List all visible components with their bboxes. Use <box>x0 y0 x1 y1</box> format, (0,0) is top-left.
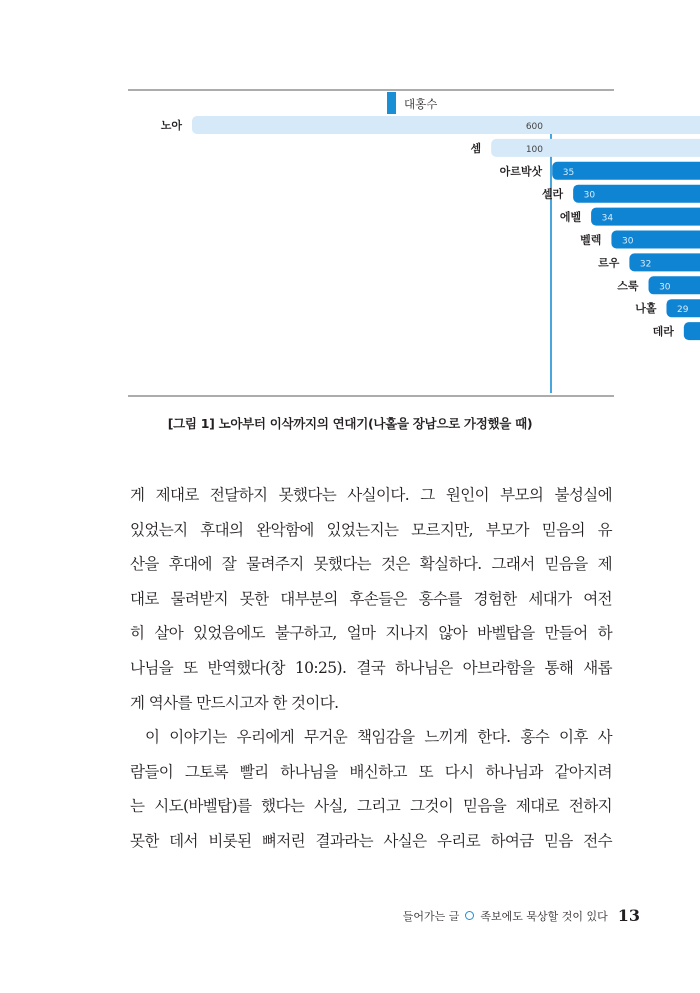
bar-1 <box>192 116 700 134</box>
chronology-chart <box>0 0 700 400</box>
begot-age-label: 34 <box>601 213 614 224</box>
begot-age-label: 32 <box>639 259 652 270</box>
begot-age-label: 600 <box>525 122 543 132</box>
bar-10 <box>684 322 700 340</box>
name-label: 노아 <box>160 119 182 132</box>
text-line: 못한 데서 비롯된 뼈저린 결과라는 사실은 우리로 하여금 믿음 전수 <box>130 831 612 850</box>
text-line: 는 시도(바벨탑)를 했다는 사실, 그리고 그것이 믿음을 제대로 전하지 <box>130 797 612 816</box>
paragraph-2 <box>130 720 612 858</box>
legend-label: 대홍수 <box>404 97 438 111</box>
begot-age-label: 100 <box>525 144 543 155</box>
begot-age-label: 30 <box>583 190 596 201</box>
begot-age-label: 29 <box>677 305 689 316</box>
name-label: 아르박삿 <box>499 164 543 178</box>
circle-icon <box>465 911 474 920</box>
footer-title: 족보에도 묵상할 것이 있다 <box>480 909 608 923</box>
text-line: 있었는지 후대의 완악함에 있었는지는 모르지만, 부모가 믿음의 유 <box>130 520 612 539</box>
text-line: 게 제대로 전달하지 못했다는 사실이다. 그 원인이 부모의 불성실에 <box>130 486 612 504</box>
body-text <box>130 478 612 859</box>
name-label: 벨렉 <box>580 233 602 247</box>
name-label: 스룩 <box>617 279 639 293</box>
begot-age-label: 30 <box>621 236 634 247</box>
text-line: 히 살아 있었음에도 불구하고, 얼마 지나지 않아 바벨탑을 만들어 하 <box>130 624 612 643</box>
paragraph-1 <box>130 478 612 720</box>
begot-age-label: 35 <box>562 167 575 178</box>
name-label: 셈 <box>470 141 482 155</box>
legend-swatch <box>387 92 396 114</box>
name-label: 데라 <box>652 325 674 339</box>
name-label: 셀라 <box>541 187 564 201</box>
footer-section: 들어가는 글 <box>402 909 460 923</box>
name-label: 르우 <box>598 256 620 270</box>
figure-caption: [그림 1] 노아부터 이삭까지의 연대기(나홀을 장남으로 가정했을 때) <box>167 416 533 431</box>
text-line: 산을 후대에 잘 물려주지 못했다는 것은 확실하다. 그래서 믿음을 제 <box>130 555 612 574</box>
text-line: 대로 물려받지 못한 대부분의 후손들은 홍수를 경험한 세대가 여전 <box>130 589 612 608</box>
name-label: 나홀 <box>635 302 657 316</box>
text-line: 이 이야기는 우리에게 무거운 책임감을 느끼게 한다. 홍수 이후 사 <box>145 728 612 747</box>
text-line: 게 역사를 만드시고자 한 것이다. <box>130 693 339 712</box>
text-line: 람들이 그토록 빨리 하나님을 배신하고 또 다시 하나님과 같아지려 <box>130 762 612 781</box>
bar-8 <box>649 276 700 294</box>
begot-age-label: 30 <box>659 282 671 293</box>
page-footer <box>403 906 640 925</box>
text-line: 나님을 또 반역했다(창 10:25). 결국 하나님은 아브라함을 통해 새롭 <box>130 658 612 677</box>
page-number: 13 <box>617 906 640 925</box>
name-label: 에벨 <box>559 210 582 224</box>
bar-2 <box>491 139 700 157</box>
bar-3 <box>552 162 700 180</box>
